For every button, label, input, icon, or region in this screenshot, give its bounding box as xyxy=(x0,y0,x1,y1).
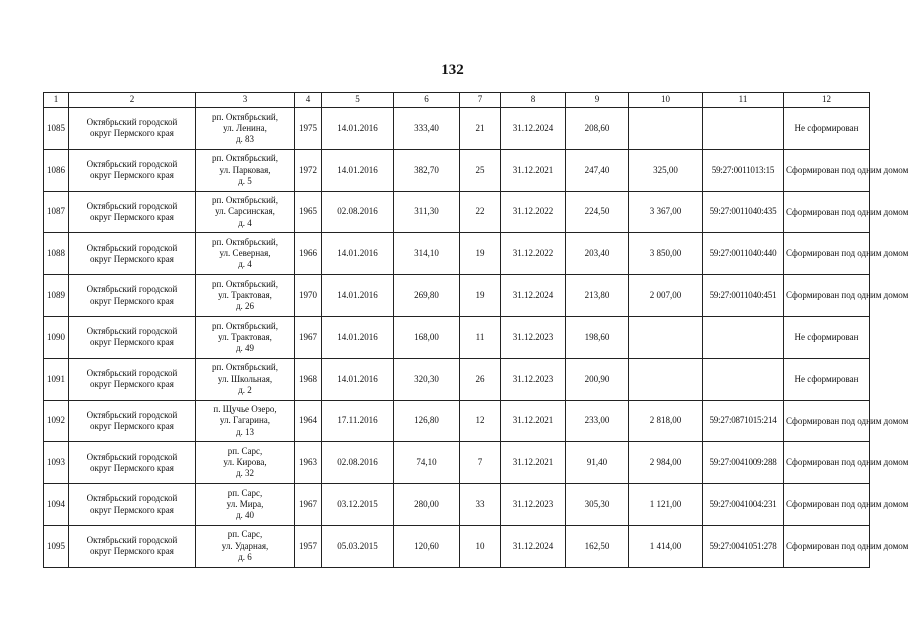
status-cell: Сформирован под одним домом xyxy=(784,275,870,317)
row-number-cell: 1094 xyxy=(44,484,69,526)
deadline-cell: 31.12.2023 xyxy=(501,484,566,526)
municipality-cell xyxy=(69,275,196,317)
area2-cell: 200,90 xyxy=(566,358,629,400)
year-cell: 1967 xyxy=(295,316,322,358)
municipality-cell-line: Октябрьский городской xyxy=(86,451,178,462)
status-cell: Не сформирован xyxy=(784,358,870,400)
municipality-cell-line: округ Пермского края xyxy=(90,379,174,390)
page-number: 132 xyxy=(441,62,464,78)
year-cell: 1963 xyxy=(295,442,322,484)
row-number-cell: 1090 xyxy=(44,316,69,358)
address-cell-line: ул. Ленина, xyxy=(223,122,267,133)
count-cell: 22 xyxy=(460,191,501,233)
row-number-cell: 1093 xyxy=(44,442,69,484)
municipality-cell-line: округ Пермского края xyxy=(90,170,174,181)
municipality-cell-line: Октябрьский городской xyxy=(86,242,178,253)
cadastre-cell: 59:27:0871015:214 xyxy=(703,400,784,442)
address-cell-line: ул. Северная, xyxy=(219,248,271,259)
address-cell-line: д. 4 xyxy=(238,217,252,228)
table-row xyxy=(44,442,870,484)
address-cell xyxy=(196,358,295,400)
cadastre-cell xyxy=(703,108,784,150)
cadastre-cell: 59:27:0041051:278 xyxy=(703,525,784,567)
municipality-cell-line: Октябрьский городской xyxy=(86,117,178,128)
area2-cell: 213,80 xyxy=(566,275,629,317)
municipality-cell-line: округ Пермского края xyxy=(90,337,174,348)
date-cell: 14.01.2016 xyxy=(322,108,394,150)
address-cell-line: ул. Трактовая, xyxy=(218,289,272,300)
municipality-cell-line: округ Пермского края xyxy=(90,211,174,222)
address-cell-line: д. 4 xyxy=(238,259,252,270)
address-cell xyxy=(196,525,295,567)
municipality-cell xyxy=(69,191,196,233)
deadline-cell: 31.12.2024 xyxy=(501,108,566,150)
area2-cell: 224,50 xyxy=(566,191,629,233)
area-cell: 280,00 xyxy=(394,484,460,526)
area-cell: 120,60 xyxy=(394,525,460,567)
table-body xyxy=(44,108,908,568)
year-cell: 1966 xyxy=(295,233,322,275)
count-cell: 12 xyxy=(460,400,501,442)
address-cell-line: рп. Октябрьский, xyxy=(212,236,278,247)
area2-cell: 208,60 xyxy=(566,108,629,150)
year-cell: 1964 xyxy=(295,400,322,442)
municipality-cell xyxy=(69,108,196,150)
header-row xyxy=(44,93,870,108)
column-header: 12 xyxy=(784,93,870,108)
area-cell: 269,80 xyxy=(394,275,460,317)
land-area-cell xyxy=(629,108,703,150)
status-cell: Сформирован под одним домом xyxy=(784,442,870,484)
table-row xyxy=(44,358,870,400)
count-cell: 21 xyxy=(460,108,501,150)
address-cell-line: ул. Школьная, xyxy=(217,373,273,384)
address-cell-line: ул. Гагарина, xyxy=(219,415,271,426)
status-cell: Не сформирован xyxy=(784,316,870,358)
table-row xyxy=(44,233,870,275)
address-cell-line: д. 83 xyxy=(235,134,255,145)
address-cell-line: рп. Сарс, xyxy=(227,529,263,540)
land-area-cell: 3 850,00 xyxy=(629,233,703,275)
year-cell: 1970 xyxy=(295,275,322,317)
cadastre-cell xyxy=(703,316,784,358)
address-cell xyxy=(196,442,295,484)
column-header: 2 xyxy=(69,93,196,108)
municipality-cell xyxy=(69,358,196,400)
status-cell: Сформирован под одним домом xyxy=(784,400,870,442)
column-header: 4 xyxy=(295,93,322,108)
area2-cell: 233,00 xyxy=(566,400,629,442)
land-area-cell: 3 367,00 xyxy=(629,191,703,233)
table-row xyxy=(44,149,870,191)
municipality-cell-line: округ Пермского края xyxy=(90,128,174,139)
date-cell: 14.01.2016 xyxy=(322,275,394,317)
deadline-cell: 31.12.2021 xyxy=(501,149,566,191)
address-cell xyxy=(196,316,295,358)
address-cell xyxy=(196,484,295,526)
address-cell-line: ул. Трактовая, xyxy=(218,331,272,342)
municipality-cell-line: Октябрьский городской xyxy=(86,158,178,169)
count-cell: 26 xyxy=(460,358,501,400)
municipality-cell xyxy=(69,484,196,526)
land-area-cell xyxy=(629,316,703,358)
column-header: 6 xyxy=(394,93,460,108)
year-cell: 1965 xyxy=(295,191,322,233)
municipality-cell-line: Октябрьский городской xyxy=(86,535,178,546)
address-cell-line: рп. Октябрьский, xyxy=(212,362,278,373)
column-header: 11 xyxy=(703,93,784,108)
land-area-cell xyxy=(629,358,703,400)
land-area-cell: 1 121,00 xyxy=(629,484,703,526)
address-cell-line: д. 32 xyxy=(235,468,255,479)
table-row xyxy=(44,275,870,317)
municipality-cell xyxy=(69,316,196,358)
year-cell: 1967 xyxy=(295,484,322,526)
area-cell: 382,70 xyxy=(394,149,460,191)
count-cell: 33 xyxy=(460,484,501,526)
column-header: 7 xyxy=(460,93,501,108)
column-header: 8 xyxy=(501,93,566,108)
row-number-cell: 1085 xyxy=(44,108,69,150)
address-cell xyxy=(196,191,295,233)
address-cell-line: рп. Октябрьский, xyxy=(212,278,278,289)
cadastre-cell: 59:27:0011040:451 xyxy=(703,275,784,317)
area-cell: 311,30 xyxy=(394,191,460,233)
cadastre-cell: 59:27:0011040:435 xyxy=(703,191,784,233)
address-cell xyxy=(196,233,295,275)
count-cell: 7 xyxy=(460,442,501,484)
year-cell: 1957 xyxy=(295,525,322,567)
cadastre-cell: 59:27:0041009:288 xyxy=(703,442,784,484)
area-cell: 333,40 xyxy=(394,108,460,150)
address-cell-line: д. 2 xyxy=(238,384,252,395)
deadline-cell: 31.12.2021 xyxy=(501,400,566,442)
count-cell: 25 xyxy=(460,149,501,191)
date-cell: 05.03.2015 xyxy=(322,525,394,567)
status-cell: Сформирован под одним домом xyxy=(784,149,870,191)
area-cell: 320,30 xyxy=(394,358,460,400)
column-header: 1 xyxy=(44,93,69,108)
deadline-cell: 31.12.2023 xyxy=(501,316,566,358)
municipality-cell xyxy=(69,525,196,567)
land-area-cell: 2 818,00 xyxy=(629,400,703,442)
municipality-cell xyxy=(69,442,196,484)
address-cell xyxy=(196,108,295,150)
column-header: 3 xyxy=(196,93,295,108)
municipality-cell-line: Октябрьский городской xyxy=(86,367,178,378)
municipality-cell-line: округ Пермского края xyxy=(90,462,174,473)
municipality-cell-line: округ Пермского края xyxy=(90,420,174,431)
status-cell: Сформирован под одним домом xyxy=(784,191,870,233)
address-cell-line: рп. Сарс, xyxy=(227,445,263,456)
municipality-cell-line: Октябрьский городской xyxy=(86,493,178,504)
municipality-cell xyxy=(69,233,196,275)
municipality-cell-line: Октябрьский городской xyxy=(86,409,178,420)
address-cell-line: рп. Сарс, xyxy=(227,487,263,498)
deadline-cell: 31.12.2022 xyxy=(501,233,566,275)
address-cell-line: рп. Октябрьский, xyxy=(212,195,278,206)
row-number-cell: 1088 xyxy=(44,233,69,275)
municipality-cell-line: округ Пермского края xyxy=(90,295,174,306)
date-cell: 02.08.2016 xyxy=(322,191,394,233)
table-row xyxy=(44,484,870,526)
address-cell-line: рп. Октябрьский, xyxy=(212,320,278,331)
municipality-cell xyxy=(69,149,196,191)
municipality-cell-line: округ Пермского края xyxy=(90,253,174,264)
table-row xyxy=(44,400,870,442)
row-number-cell: 1095 xyxy=(44,525,69,567)
date-cell: 02.08.2016 xyxy=(322,442,394,484)
row-number-cell: 1087 xyxy=(44,191,69,233)
row-number-cell: 1092 xyxy=(44,400,69,442)
deadline-cell: 31.12.2022 xyxy=(501,191,566,233)
cadastre-cell: 59:27:0011040:440 xyxy=(703,233,784,275)
row-number-cell: 1091 xyxy=(44,358,69,400)
count-cell: 19 xyxy=(460,233,501,275)
land-area-cell: 2 984,00 xyxy=(629,442,703,484)
date-cell: 14.01.2016 xyxy=(322,316,394,358)
deadline-cell: 31.12.2024 xyxy=(501,275,566,317)
address-cell xyxy=(196,400,295,442)
status-cell: Не сформирован xyxy=(784,108,870,150)
area2-cell: 305,30 xyxy=(566,484,629,526)
column-header: 5 xyxy=(322,93,394,108)
municipality-cell-line: Октябрьский городской xyxy=(86,284,178,295)
address-cell xyxy=(196,275,295,317)
status-cell: Сформирован под одним домом xyxy=(784,525,870,567)
status-cell: Сформирован под одним домом xyxy=(784,233,870,275)
area-cell: 314,10 xyxy=(394,233,460,275)
table-row xyxy=(44,316,870,358)
date-cell: 14.01.2016 xyxy=(322,233,394,275)
date-cell: 14.01.2016 xyxy=(322,149,394,191)
deadline-cell: 31.12.2023 xyxy=(501,358,566,400)
row-number-cell: 1089 xyxy=(44,275,69,317)
address-cell-line: рп. Октябрьский, xyxy=(212,153,278,164)
area-cell: 74,10 xyxy=(394,442,460,484)
land-area-cell: 2 007,00 xyxy=(629,275,703,317)
municipality-cell-line: Октябрьский городской xyxy=(86,200,178,211)
address-cell-line: ул. Парковая, xyxy=(219,164,271,175)
address-cell xyxy=(196,149,295,191)
housing-registry-table xyxy=(43,92,908,568)
cadastre-cell: 59:27:0011013:15 xyxy=(703,149,784,191)
cadastre-cell: 59:27:0041004:231 xyxy=(703,484,784,526)
table-row xyxy=(44,191,870,233)
date-cell: 03.12.2015 xyxy=(322,484,394,526)
address-cell-line: рп. Октябрьский, xyxy=(212,111,278,122)
area2-cell: 198,60 xyxy=(566,316,629,358)
date-cell: 14.01.2016 xyxy=(322,358,394,400)
status-cell: Сформирован под одним домом xyxy=(784,484,870,526)
address-cell-line: ул. Сарсинская, xyxy=(215,206,275,217)
area2-cell: 162,50 xyxy=(566,525,629,567)
address-cell-line: ул. Кирова, xyxy=(223,457,267,468)
column-header: 9 xyxy=(566,93,629,108)
count-cell: 11 xyxy=(460,316,501,358)
area-cell: 126,80 xyxy=(394,400,460,442)
table-row xyxy=(44,525,870,567)
year-cell: 1975 xyxy=(295,108,322,150)
count-cell: 19 xyxy=(460,275,501,317)
address-cell-line: ул. Мира, xyxy=(226,498,264,509)
address-cell-line: п. Щучье Озеро, xyxy=(213,404,277,415)
column-header: 10 xyxy=(629,93,703,108)
year-cell: 1968 xyxy=(295,358,322,400)
municipality-cell-line: округ Пермского края xyxy=(90,546,174,557)
year-cell: 1972 xyxy=(295,149,322,191)
row-number-cell: 1086 xyxy=(44,149,69,191)
deadline-cell: 31.12.2024 xyxy=(501,525,566,567)
table-row xyxy=(44,108,870,150)
area2-cell: 91,40 xyxy=(566,442,629,484)
address-cell-line: д. 26 xyxy=(235,301,255,312)
address-cell-line: д. 13 xyxy=(235,426,255,437)
cadastre-cell xyxy=(703,358,784,400)
land-area-cell: 1 414,00 xyxy=(629,525,703,567)
land-area-cell: 325,00 xyxy=(629,149,703,191)
address-cell-line: д. 5 xyxy=(238,175,252,186)
municipality-cell-line: Октябрьский городской xyxy=(86,326,178,337)
area2-cell: 203,40 xyxy=(566,233,629,275)
address-cell-line: д. 49 xyxy=(235,343,255,353)
deadline-cell: 31.12.2021 xyxy=(501,442,566,484)
address-cell-line: д. 6 xyxy=(238,551,252,562)
address-cell-line: ул. Ударная, xyxy=(221,540,269,551)
area2-cell: 247,40 xyxy=(566,149,629,191)
municipality-cell xyxy=(69,400,196,442)
municipality-cell-line: округ Пермского края xyxy=(90,504,174,515)
area-cell: 168,00 xyxy=(394,316,460,358)
date-cell: 17.11.2016 xyxy=(322,400,394,442)
count-cell: 10 xyxy=(460,525,501,567)
address-cell-line: д. 40 xyxy=(235,510,255,521)
